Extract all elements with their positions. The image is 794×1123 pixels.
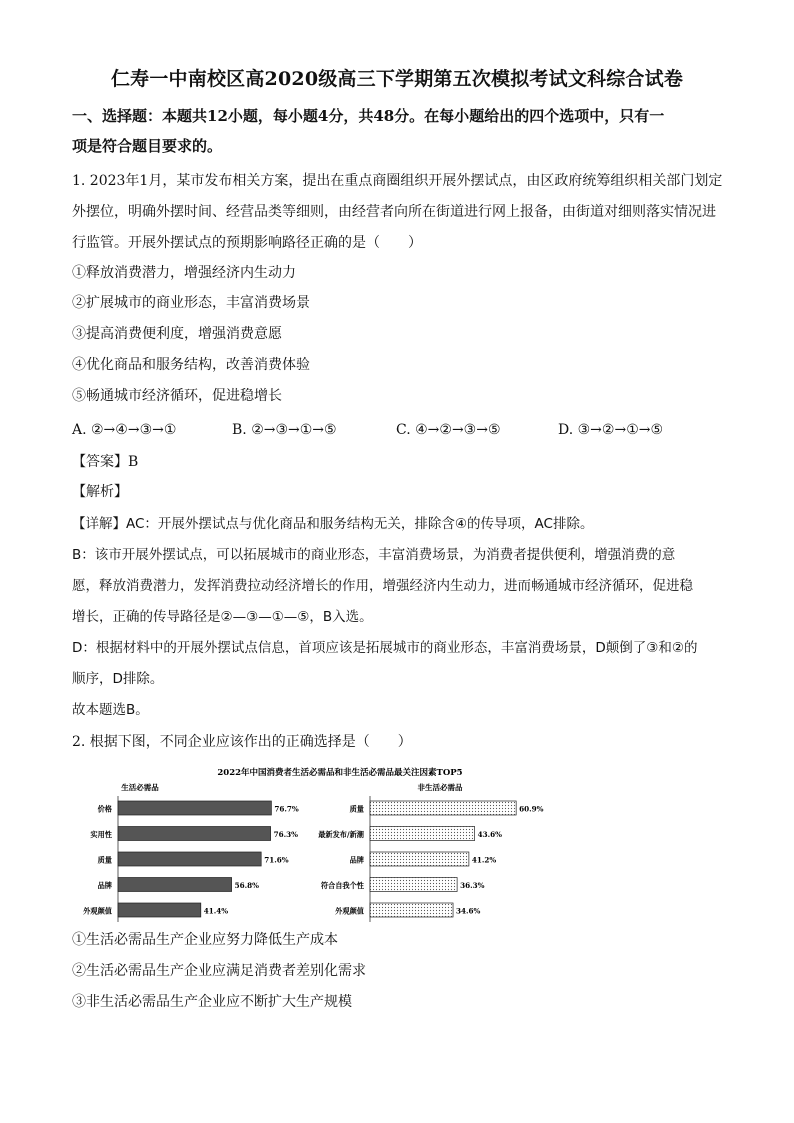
bar-2-5: [370, 903, 453, 917]
bar-2-4: [370, 878, 457, 892]
q1-answer: 【答案】B: [72, 454, 139, 470]
value-label-1-5: 41.4%: [203, 906, 229, 916]
q2-item-3: ③非生活必需品生产企业应不断扩大生产规模: [72, 994, 352, 1010]
value-label-2-2: 43.6%: [477, 830, 502, 839]
chart-title: 2022年中国消费者生活必需品和非生活必需品最关注因素TOP5: [217, 768, 463, 778]
q1-option-d: D. ③→②→①→⑤: [558, 422, 664, 438]
q2-stem: 2. 根据下图，不同企业应该作出的正确选择是（ ）: [72, 734, 412, 750]
q1-stem-line-2: 外摆位，明确外摆时间、经营品类等细则，由经营者向所在街道进行网上报备，由街道对细则落实情况进: [72, 204, 716, 220]
q1-explanation-line-3: 愿，释放消费潜力，发挥消费拉动经济增长的作用，增强经济内生动力，进而畅通城市经济循环，促进稳: [72, 578, 693, 594]
page-title: 仁寿一中南校区高2020级高三下学期第五次模拟考试文科综合试卷: [110, 68, 684, 90]
q1-item-3: ③提高消费便利度，增强消费意愿: [72, 326, 282, 342]
q1-explanation-line-5: D：根据材料中的开展外摆试点信息，首项应该是拓展城市的商业形态，丰富消费场景，D颠倒了③和②的: [72, 640, 698, 656]
value-label-2-1: 60.9%: [519, 804, 544, 814]
bar-2-3: [370, 852, 469, 866]
value-label-1-1: 76.7%: [274, 804, 299, 814]
q1-item-1: ①释放消费潜力，增强经济内生动力: [72, 265, 296, 281]
category-label-2-1: 质量: [349, 804, 364, 814]
section-heading-line-1: 一、选择题：本题共12小题，每小题4分，共48分。在每小题给出的四个选项中，只有一: [72, 107, 665, 125]
q1-explanation-line-7: 故本题选B。: [72, 702, 149, 718]
value-label-1-4: 56.8%: [234, 881, 259, 890]
q1-stem-line-3: 行监管。开展外摆试点的预期影响路径正确的是（ ）: [72, 235, 422, 251]
value-label-2-3: 41.2%: [471, 855, 497, 865]
q1-analysis-label: 【解析】: [72, 484, 128, 500]
q1-item-5: ⑤畅通城市经济循环，促进稳增长: [72, 388, 282, 404]
category-label-2-4: 符合自我个性: [320, 881, 364, 890]
category-label-2-5: 外观颜值: [335, 906, 364, 916]
q2-item-1: ①生活必需品生产企业应努力降低生产成本: [72, 932, 338, 948]
q1-item-2: ②扩展城市的商业形态，丰富消费场景: [72, 295, 310, 311]
q1-option-a: A. ②→④→③→①: [72, 422, 177, 438]
q1-explanation-line-2: B：该市开展外摆试点，可以拓展城市的商业形态，丰富消费场景，为消费者提供便利，增强消费的意: [72, 547, 676, 563]
value-label-2-5: 34.6%: [456, 906, 481, 916]
q1-item-4: ④优化商品和服务结构，改善消费体验: [72, 357, 310, 373]
category-label-1-2: 实用性: [90, 830, 112, 839]
bar-1-3: [118, 852, 261, 866]
panel-subtitle-2: 非生活必需品: [417, 783, 463, 792]
q1-explanation-line-1: 【详解】AC：开展外摆试点与优化商品和服务结构无关，排除含④的传导项，AC排除。: [72, 516, 594, 532]
value-label-2-4: 36.3%: [460, 881, 485, 890]
category-label-2-2: 最新发布/新潮: [318, 830, 364, 839]
panel-subtitle-1: 生活必需品: [121, 783, 159, 792]
q1-stem-line-1: 1. 2023年1月，某市发布相关方案，提出在重点商圈组织开展外摆试点，由区政府统筹组织相关部门划定: [72, 173, 723, 189]
section-heading-line-2: 项是符合题目要求的。: [72, 137, 223, 155]
value-label-1-3: 71.6%: [264, 855, 289, 865]
value-label-1-2: 76.3%: [273, 830, 298, 839]
category-label-1-1: 价格: [97, 804, 112, 814]
category-label-1-4: 品牌: [97, 881, 112, 890]
category-label-1-3: 质量: [97, 855, 112, 865]
bar-1-1: [118, 801, 271, 815]
bar-1-5: [118, 903, 201, 917]
bar-1-2: [118, 827, 271, 841]
q1-option-b: B. ②→③→①→⑤: [232, 422, 337, 438]
q1-explanation-line-4: 增长，正确的传导路径是②—③—①—⑤，B入选。: [72, 609, 373, 625]
category-label-2-3: 品牌: [349, 855, 364, 865]
q1-explanation-line-6: 顺序，D排除。: [72, 671, 164, 687]
category-label-1-5: 外观颜值: [83, 906, 112, 916]
q2-item-2: ②生活必需品生产企业应满足消费者差别化需求: [72, 963, 366, 979]
bar-2-2: [370, 827, 475, 841]
bar-2-1: [370, 801, 516, 815]
bar-1-4: [118, 878, 232, 892]
q1-option-c: C. ④→②→③→⑤: [396, 422, 501, 438]
